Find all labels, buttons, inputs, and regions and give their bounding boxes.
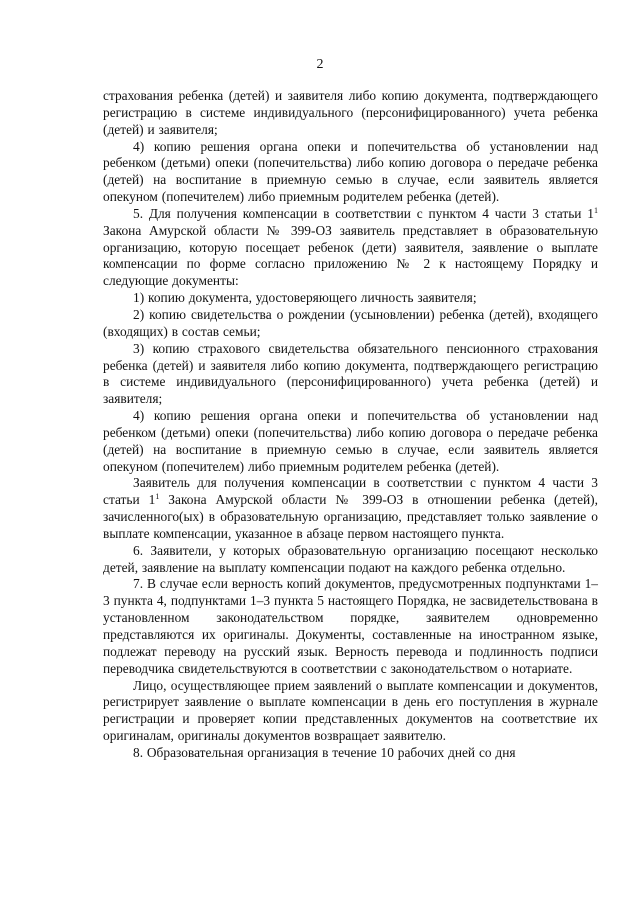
- page-number: 2: [316, 57, 324, 72]
- paragraph: Лицо, осуществляющее прием заявлений о выплате компенсации и документов, регистрирует заявление о выплате компенсации в день его поступления в журнале регистрации и проверяет копии представленных документов на соответствие их оригиналам, оригиналы документов возвращает заявителю.: [103, 677, 598, 744]
- article-superscript: 1: [594, 205, 598, 215]
- paragraph-text: Закона Амурской области № 399-ОЗ заявитель представляет в образовательную организацию, которую посещает ребенок (дети) заявителя, заявление о выплате компенсации по форме согласно приложению № 2 к настоящему Порядку и следующие документы:: [103, 222, 598, 289]
- paragraph: 4) копию решения органа опеки и попечительства об установлении над ребенком (детьми) опеки (попечительства) либо копию договора о передаче ребенка (детей) на воспитание в приемную семью в случае, если заявитель является опекуном (попечителем) либо приемным родителем ребенка (детей).: [103, 138, 598, 205]
- paragraph: 3) копию страхового свидетельства обязательного пенсионного страхования ребенка (детей) и заявителя либо копию документа, подтверждающего регистрацию в системе индивидуального (персонифицированного) учета ребенка (детей) и заявителя;: [103, 340, 598, 407]
- paragraph: 8. Образовательная организация в течение 10 рабочих дней со дня: [133, 744, 516, 760]
- article-superscript: 1: [155, 492, 160, 502]
- paragraph: 7. В случае если верность копий документов, предусмотренных подпунктами 1–3 пункта 4, подпунктами 1–3 пункта 5 настоящего Порядка, не засвидетельствована в установленном законодательством порядке, заявителем одновременно представляются их оригиналы. Документы, составленные на иностранном языке, подлежат переводу на русский язык. Верность перевода и подлинность подписи переводчика свидетельствуются в соответствии с законодательством о нотариате.: [103, 576, 598, 676]
- paragraph-text: Закона Амурской области № 399-ОЗ в отношении ребенка (детей), зачисленного(ых) в образовательную организацию, представляет только заявление о выплате компенсации, указанное в абзаце первом настоящего пункта.: [103, 492, 598, 541]
- paragraph: страхования ребенка (детей) и заявителя либо копию документа, подтверждающего регистрацию в системе индивидуального (персонифицированного) учета ребенка (детей) и заявителя;: [103, 88, 598, 137]
- paragraph: 1) копию документа, удостоверяющего личность заявителя;: [133, 290, 477, 306]
- paragraph: 6. Заявители, у которых образовательную организацию посещают несколько детей, заявление на выплату компенсации подают на каждого ребенка отдельно.: [103, 542, 598, 575]
- paragraph-text: 5. Для получения компенсации в соответствии с пунктом 4 части 3 статьи 1: [133, 205, 594, 221]
- paragraph: 4) копию решения органа опеки и попечительства об установлении над ребенком (детьми) опеки (попечительства) либо копию договора о передаче ребенка (детей) на воспитание в приемную семью в случае, если заявитель является опекуном (попечителем) либо приемным родителем ребенка (детей).: [103, 408, 598, 474]
- paragraph: [103, 206, 598, 290]
- paragraph: 2) копию свидетельства о рождении (усыновлении) ребенка (детей), входящего (входящих) в состав семьи;: [103, 306, 598, 339]
- paragraph: [103, 475, 598, 542]
- paragraph-text: Заявитель для получения компенсации в соответствии с пунктом 4 части 3 статьи 1: [103, 475, 598, 508]
- document-body: [103, 88, 598, 762]
